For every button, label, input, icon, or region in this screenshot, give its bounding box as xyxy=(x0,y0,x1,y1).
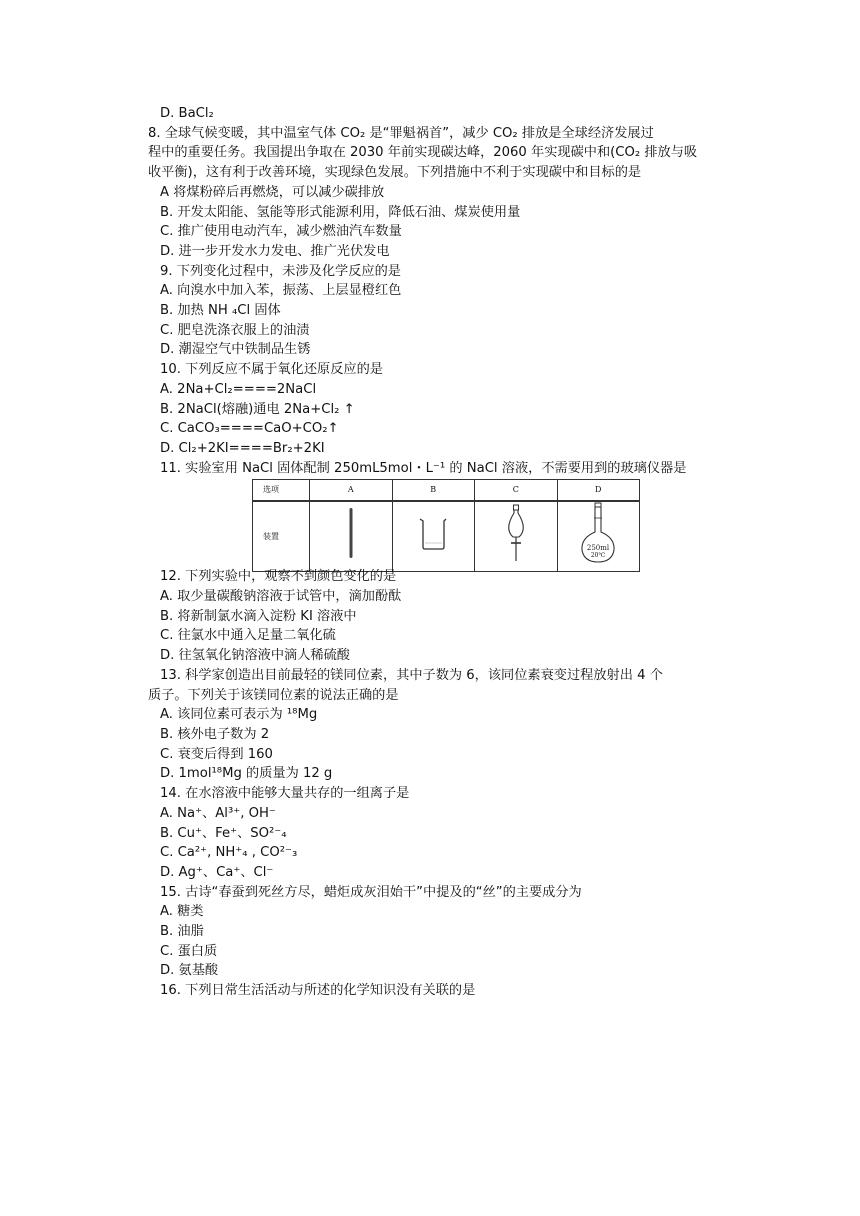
column-header: C xyxy=(475,480,558,501)
option-line: A. 向溴水中加入苯，振荡、上层显橙红色 xyxy=(160,283,402,299)
option-line: B. 2NaCl(熔融)通电 2Na+Cl₂ ↑ xyxy=(160,401,355,417)
question-16-stem: 16. 下列日常生活活动与所述的化学知识没有关联的是 xyxy=(160,983,476,999)
flask-temperature-label: 20℃ xyxy=(591,552,606,560)
option-line: C. 推广使用电动汽车，减少燃油汽车数量 xyxy=(160,224,402,240)
option-line: A. 2Na+Cl₂====2NaCl xyxy=(160,381,317,397)
option-line: A. 糖类 xyxy=(160,904,204,920)
glass-rod-cell xyxy=(310,501,393,571)
glass-rod-icon xyxy=(341,505,361,561)
option-line: D. 进一步开发水力发电、推广光伏发电 xyxy=(160,243,390,259)
option-line: A 将煤粉碎后再燃烧，可以减少碳排放 xyxy=(160,184,385,200)
column-header: A xyxy=(310,480,393,501)
question-12-stem: 12. 下列实验中，观察不到颜色变化的是 xyxy=(160,569,397,585)
beaker-icon xyxy=(413,513,453,553)
option-line: C. 往氯水中通入足量二氧化硫 xyxy=(160,628,336,644)
column-header: B xyxy=(392,480,475,501)
option-line: A. Na⁺、Al³⁺, OH⁻ xyxy=(160,805,276,821)
question-10-stem: 10. 下列反应不属于氧化还原反应的是 xyxy=(160,362,383,378)
option-line: D. Cl₂+2KI====Br₂+2KI xyxy=(160,440,325,456)
option-line: C. Ca²⁺, NH⁺₄ , CO²⁻₃ xyxy=(160,845,298,861)
exam-text xyxy=(148,104,732,1001)
option-line: A. 该同位素可表示为 ¹⁸Mg xyxy=(160,707,318,723)
option-line: C. CaCO₃====CaO+CO₂↑ xyxy=(160,421,339,437)
beaker-cell xyxy=(392,501,475,571)
option-line: D. 氨基酸 xyxy=(160,963,219,979)
option-line: B. 加热 NH ₄Cl 固体 xyxy=(160,303,281,319)
option-line: B. Cu⁺、Fe⁺、SO²⁻₄ xyxy=(160,825,287,841)
option-line: B. 开发太阳能、氢能等形式能源利用，降低石油、煤炭使用量 xyxy=(160,204,521,220)
separatory-funnel-cell xyxy=(475,501,558,571)
volumetric-flask-cell xyxy=(557,501,640,571)
header-label: 选项 xyxy=(253,480,310,501)
option-line: C. 肥皂洗涤衣服上的油渍 xyxy=(160,322,310,338)
option-line: C. 衰变后得到 160 xyxy=(160,746,273,762)
apparatus-table xyxy=(252,479,640,571)
question-13-stem-1: 13. 科学家创造出目前最轻的镁同位素，其中子数为 6，该同位素衰变过程放射出 4 个 xyxy=(160,667,663,683)
option-line: C. 蛋白质 xyxy=(160,943,218,959)
question-8-stem-3: 收平衡)，这有利于改善环境，实现绿色发展。下列措施中不利于实现碳中和目标的是 xyxy=(148,165,642,181)
flask-volume-label: 250ml xyxy=(587,544,610,553)
option-line: D. 往氢氧化钠溶液中滴人稀硫酸 xyxy=(160,648,350,664)
option-line: B. 油脂 xyxy=(160,924,204,940)
question-15-stem: 15. 古诗“春蚕到死丝方尽，蜡炬成灰泪始干”中提及的“丝”的主要成分为 xyxy=(160,884,582,900)
question-13-stem-2: 质子。下列关于该镁同位素的说法正确的是 xyxy=(148,687,399,703)
option-line: B. 将新制氯水滴入淀粉 KI 溶液中 xyxy=(160,608,357,624)
separatory-funnel-icon xyxy=(501,503,531,563)
option-line: D. 潮湿空气中铁制品生锈 xyxy=(160,342,311,358)
question-8-stem-2: 程中的重要任务。我国提出争取在 2030 年前实现碳达峰，2060 年实现碳中和(CO₂ 排放与吸 xyxy=(148,145,698,161)
question-8-stem-1: 8. 全球气候变暖，其中温室气体 CO₂ 是“罪魁祸首”，减少 CO₂ 排放是全球经济发展过 xyxy=(148,125,654,141)
text-line: D. BaCl₂ xyxy=(160,106,214,121)
question-14-stem: 14. 在水溶液中能够大量共存的一组离子是 xyxy=(160,786,410,802)
column-header: D xyxy=(557,480,640,501)
volumetric-flask-icon xyxy=(575,502,621,564)
row-label: 装置 xyxy=(253,501,310,571)
option-line: D. 1mol¹⁸Mg 的质量为 12 g xyxy=(160,766,333,782)
option-line: D. Ag⁺、Ca⁺、Cl⁻ xyxy=(160,864,274,880)
option-line: A. 取少量碳酸钠溶液于试管中，滴加酚酞 xyxy=(160,589,402,605)
question-11-stem: 11. 实验室用 NaCl 固体配制 250mL5mol・L⁻¹ 的 NaCl 溶液，不需要用到的玻璃仪器是 xyxy=(160,460,687,476)
apparatus-table-wrap xyxy=(252,479,642,565)
question-9-stem: 9. 下列变化过程中，未涉及化学反应的是 xyxy=(160,263,401,279)
option-line: B. 核外电子数为 2 xyxy=(160,726,270,742)
